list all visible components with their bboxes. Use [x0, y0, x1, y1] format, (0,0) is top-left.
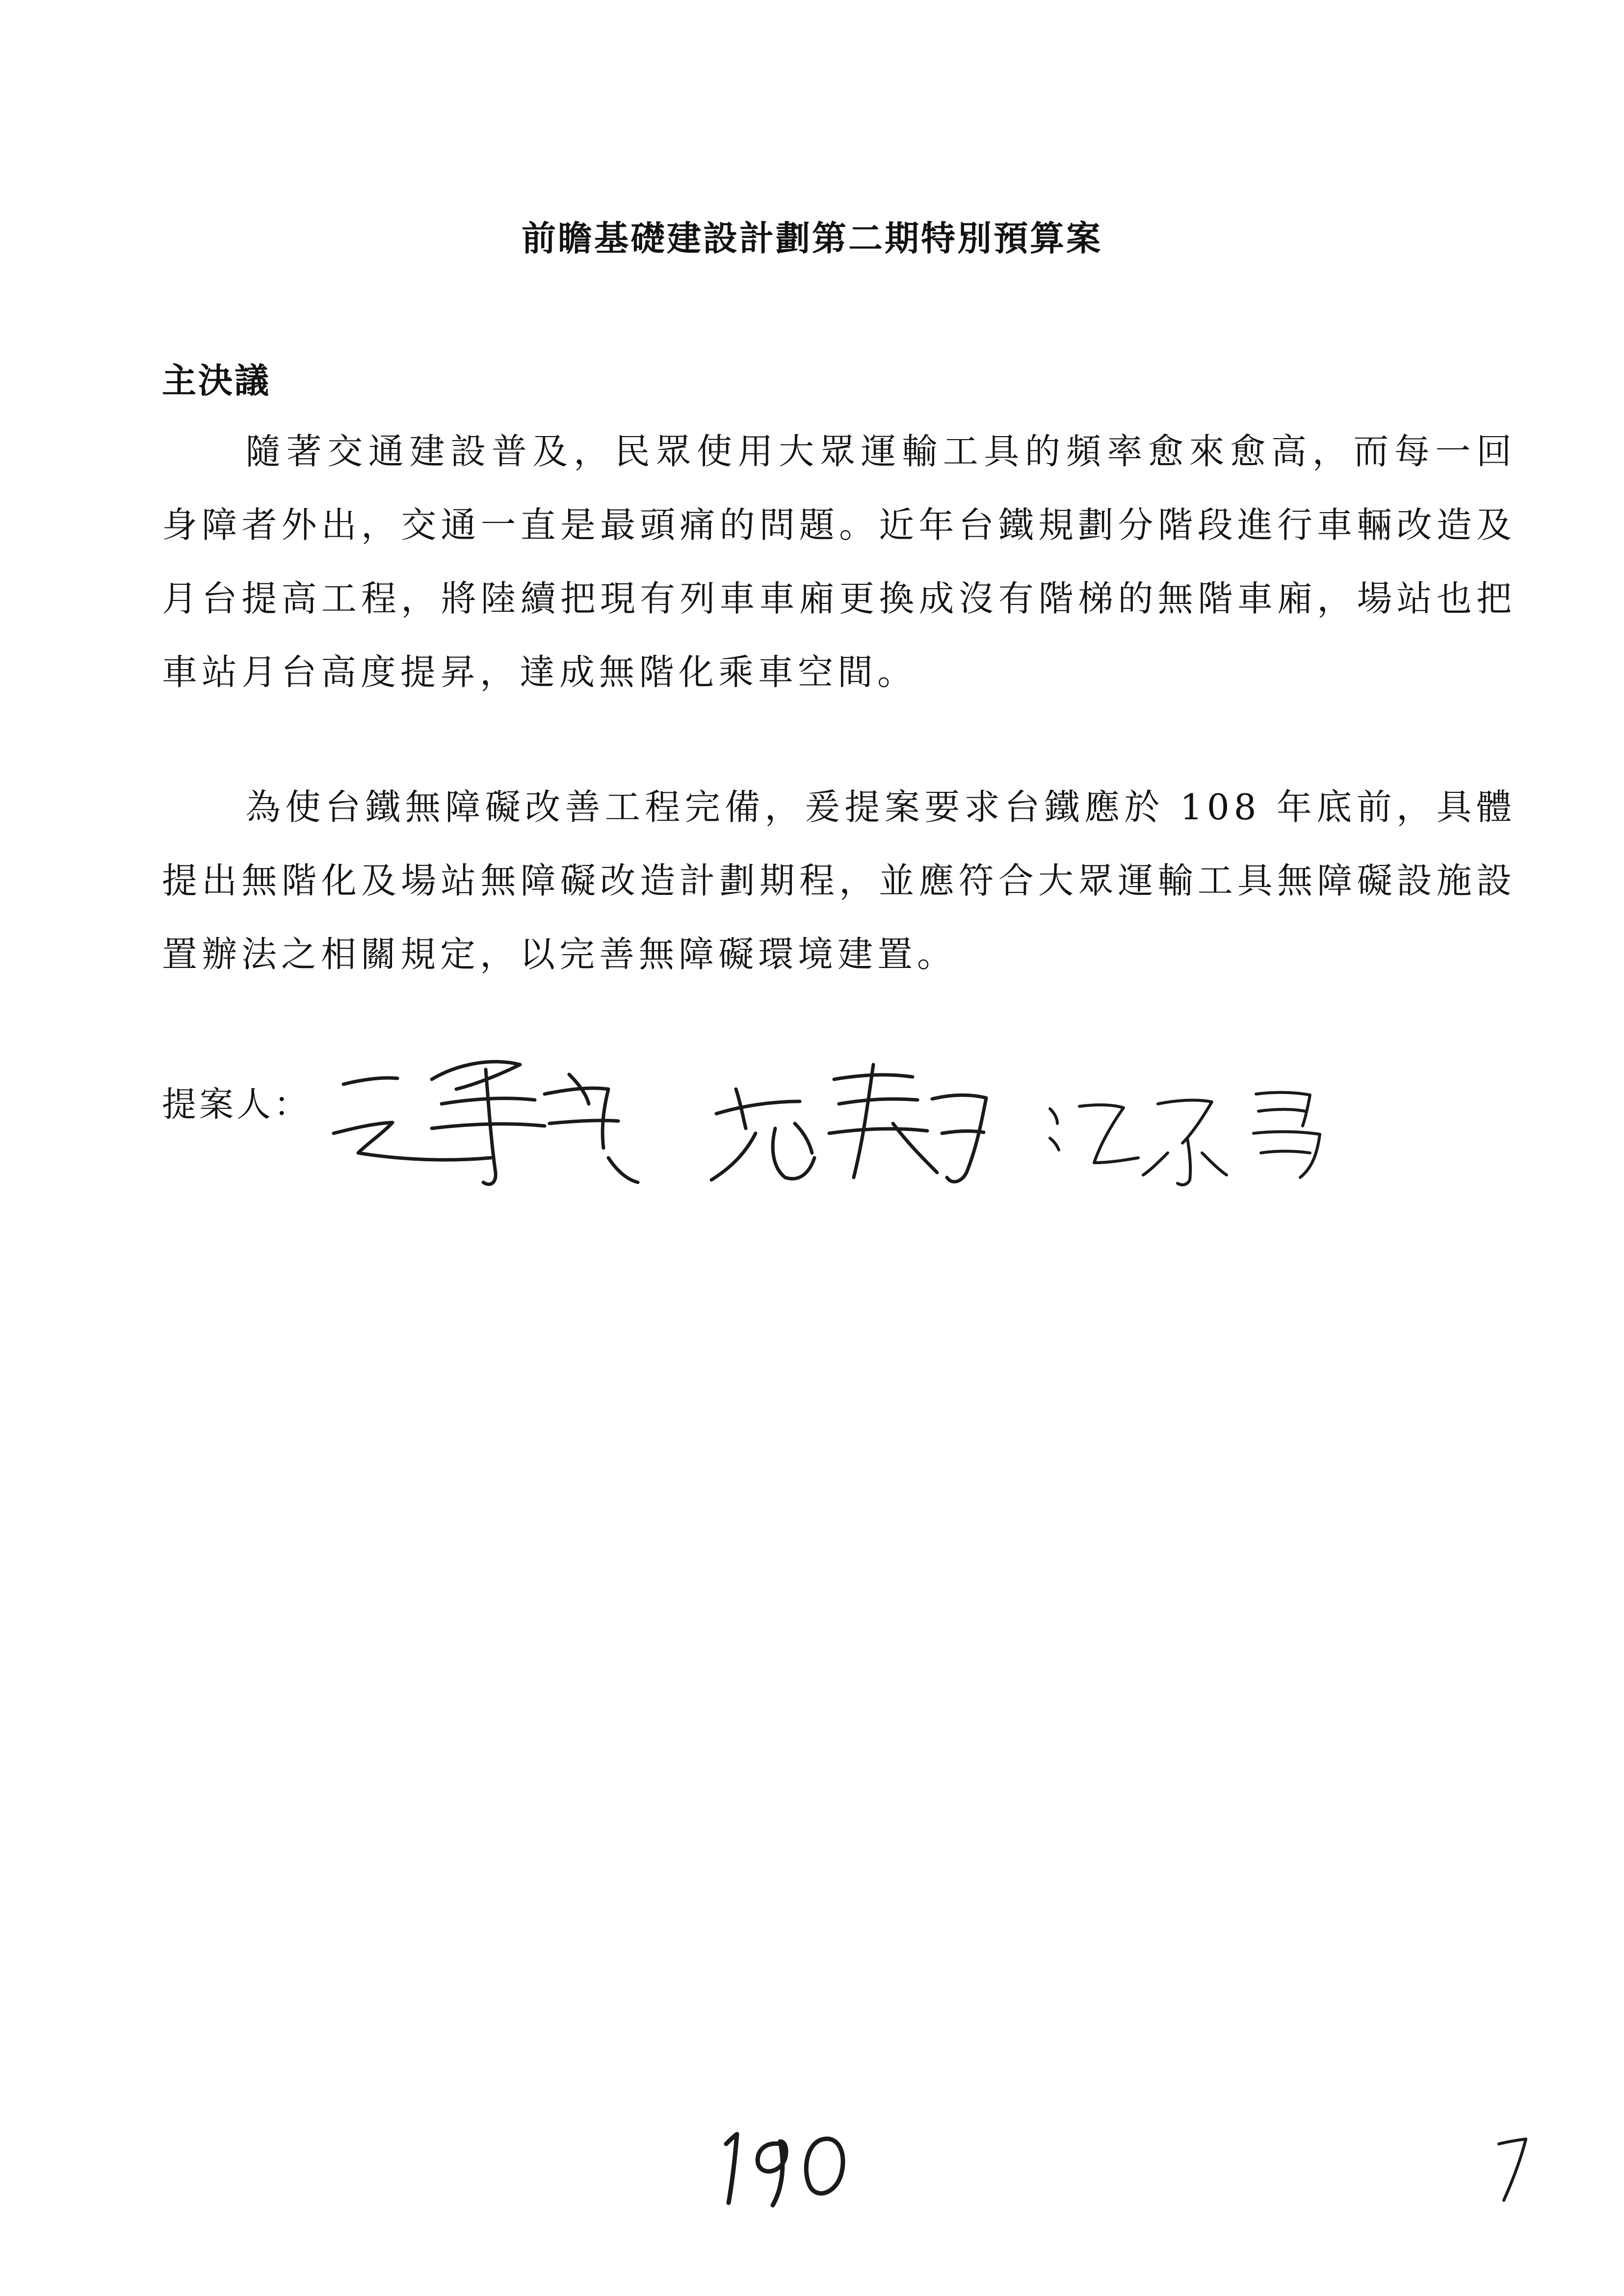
signature-2: [711, 1065, 986, 1182]
handwritten-page-number: [707, 2114, 854, 2213]
section-heading: 主決議: [162, 360, 271, 401]
body-paragraph-2: 為使台鐵無障礙改善工程完備，爰提案要求台鐵應於 108 年底前，具體提出無階化及場站無障礙改造計劃期程，並應符合大眾運輸工具無障礙設施設置辦法之相關規定，以完善無障礙環境建置。: [162, 786, 1516, 975]
signature-3: [1050, 1093, 1320, 1185]
handwritten-signatures: [314, 1011, 1393, 1217]
proposer-label: 提案人：: [162, 1084, 311, 1124]
document-title: 前瞻基礎建設計劃第二期特別預算案: [522, 218, 1102, 259]
signature-1: [334, 1062, 638, 1184]
handwritten-corner-mark: [1489, 2129, 1533, 2208]
body-paragraph-1: 隨著交通建設普及，民眾使用大眾運輸工具的頻率愈來愈高，而每一回身障者外出，交通一直是最頭痛的問題。近年台鐵規劃分階段進行車輛改造及月台提高工程，將陸續把現有列車車廂更換成沒有階梯的無階車廂，場站也把車站月台高度提昇，達成無階化乘車空間。: [162, 431, 1516, 693]
